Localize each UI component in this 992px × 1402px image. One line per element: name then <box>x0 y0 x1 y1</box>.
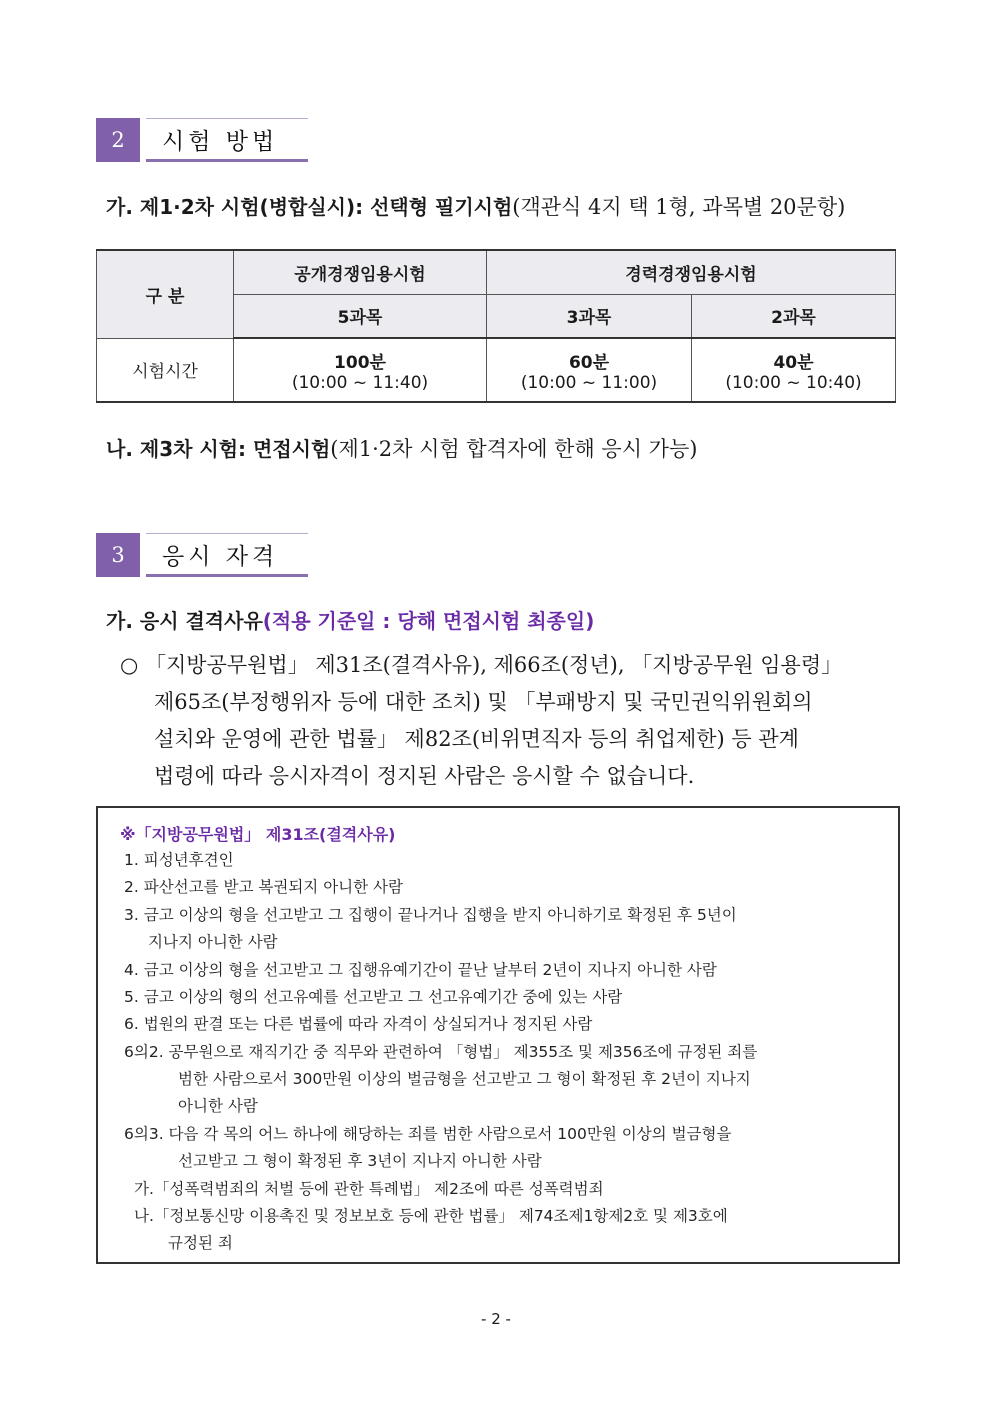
subjects-5: 5과목 <box>234 294 487 338</box>
box-item: 6의3. 다음 각 목의 어느 하나에 해당하는 죄를 범한 사람으로서 100만원 이상의 벌금형을 <box>124 1125 732 1143</box>
time-cell-1 <box>234 338 487 402</box>
header-open: 공개경쟁임용시험 <box>234 250 487 294</box>
ga-plain: (객관식 4지 택 1형, 과목별 20문항) <box>512 195 846 219</box>
box-item: 4. 금고 이상의 형을 선고받고 그 집행유예기간이 끝난 날부터 2년이 지나지 아니한 사람 <box>124 961 717 979</box>
ga2-bold: 가. 응시 결격사유 <box>106 609 263 633</box>
para-line-4: 법령에 따라 응시자격이 정지된 사람은 응시할 수 없습니다. <box>154 764 695 788</box>
section-number: 2 <box>96 118 140 162</box>
section-number: 3 <box>96 533 140 577</box>
time-cell-3 <box>692 338 896 402</box>
section-title: 응시 자격 <box>162 543 279 570</box>
section-header-2 <box>96 118 308 162</box>
time-range: (10:00 ~ 10:40) <box>725 372 862 393</box>
box-subitem: 나.「정보통신망 이용촉진 및 정보보호 등에 관한 법률」 제74조제1항제2호 및 제3호에 <box>134 1207 728 1225</box>
duration: 100분 <box>334 352 386 373</box>
box-item-cont: 지나지 아니한 사람 <box>148 933 278 951</box>
box-subitem: 가.「성폭력범죄의 처벌 등에 관한 특례법」 제2조에 따른 성폭력범죄 <box>134 1180 604 1198</box>
box-title: ※「지방공무원법」 제31조(결격사유) <box>120 825 396 844</box>
ga2-purple: (적용 기준일 : 당해 면접시험 최종일) <box>262 609 595 633</box>
disqualification-box <box>96 806 900 1264</box>
duration: 60분 <box>568 352 610 373</box>
exam-method-na <box>106 433 697 463</box>
box-item-cont: 규정된 죄 <box>168 1234 233 1252</box>
exam-schedule-table <box>96 249 896 403</box>
page-number: - 2 - <box>481 1310 511 1328</box>
header-career: 경력경쟁임용시험 <box>487 250 896 294</box>
header-category: 구 분 <box>97 250 234 338</box>
time-cell-2 <box>487 338 692 402</box>
na-plain: (제1·2차 시험 합격자에 한해 응시 가능) <box>330 437 698 461</box>
box-item: 3. 금고 이상의 형을 선고받고 그 집행이 끝나거나 집행을 받지 아니하기로 확정된 후 5년이 <box>124 906 737 924</box>
box-item: 2. 파산선고를 받고 복권되지 아니한 사람 <box>124 878 403 896</box>
box-item: 5. 금고 이상의 형의 선고유예를 선고받고 그 선고유예기간 중에 있는 사람 <box>124 988 623 1006</box>
section-header-3 <box>96 533 308 577</box>
section-title-box <box>146 118 308 162</box>
section-title: 시험 방법 <box>162 128 279 155</box>
subjects-2: 2과목 <box>692 294 896 338</box>
subjects-3: 3과목 <box>487 294 692 338</box>
box-item: 1. 피성년후견인 <box>124 851 234 869</box>
box-item-cont: 범한 사람으로서 300만원 이상의 벌금형을 선고받고 그 형이 확정된 후 2년이 지나지 <box>178 1070 751 1088</box>
na-bold: 나. 제3차 시험: 면접시험 <box>106 437 331 461</box>
disqualification-paragraph <box>120 647 900 795</box>
box-item-cont: 아니한 사람 <box>178 1097 258 1115</box>
box-item: 6. 법원의 판결 또는 다른 법률에 따라 자격이 상실되거나 정지된 사람 <box>124 1015 593 1033</box>
duration: 40분 <box>773 352 814 373</box>
time-range: (10:00 ~ 11:40) <box>291 372 429 393</box>
qualification-ga <box>106 605 594 634</box>
box-item-cont: 선고받고 그 형이 확정된 후 3년이 지나지 아니한 사람 <box>178 1152 542 1170</box>
para-line-3: 설치와 운영에 관한 법률」 제82조(비위면직자 등의 취업제한) 등 관계 <box>154 727 799 751</box>
section-title-box <box>146 533 308 577</box>
row-label-time: 시험시간 <box>97 338 234 402</box>
exam-method-ga <box>106 191 845 221</box>
box-item: 6의2. 공무원으로 재직기간 중 직무와 관련하여 「형법」 제355조 및 제356조에 규정된 죄를 <box>124 1043 758 1061</box>
para-line-1: ○ 「지방공무원법」 제31조(결격사유), 제66조(정년), 「지방공무원 임용령」 <box>120 653 843 677</box>
time-range: (10:00 ~ 11:00) <box>520 372 658 393</box>
ga-bold: 가. 제1·2차 시험(병합실시): 선택형 필기시험 <box>106 195 513 219</box>
para-line-2: 제65조(부정행위자 등에 대한 조치) 및 「부패방지 및 국민권익위원회의 <box>154 690 813 714</box>
